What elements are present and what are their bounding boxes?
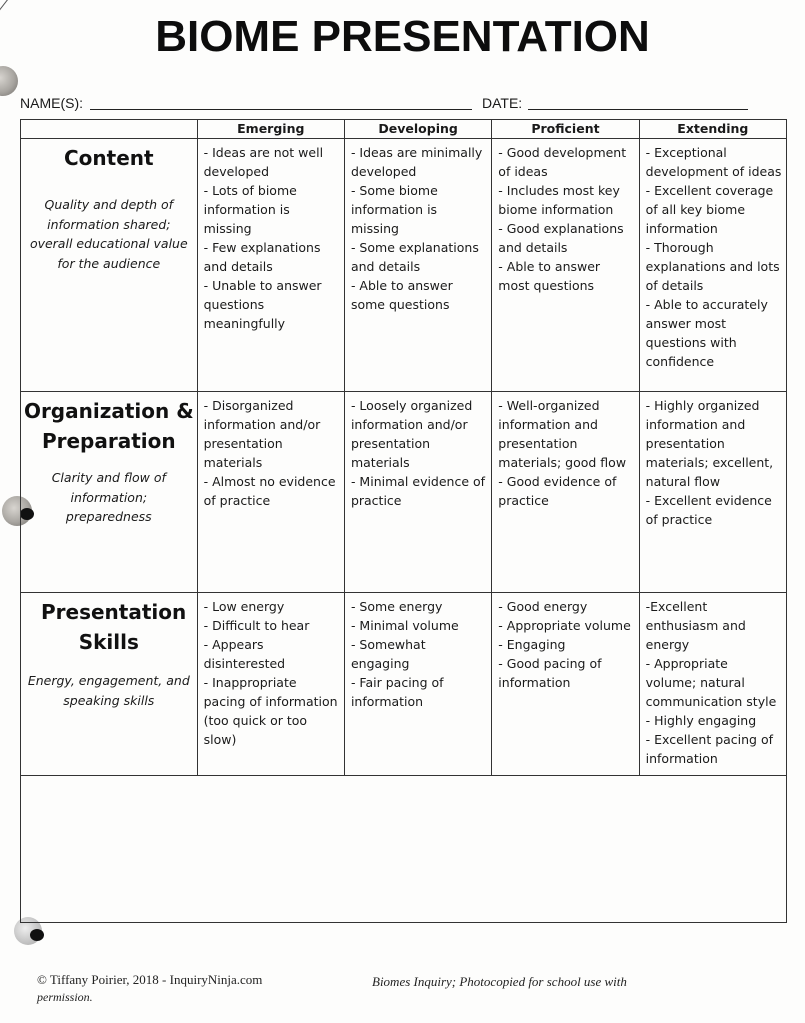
criterion-row-organization <box>21 392 787 593</box>
descriptor-cell-extending[interactable]: - Highly organized information and presentation materials; excellent, natural flow - Excellent evidence of practice <box>639 392 786 593</box>
criterion-cell <box>21 392 198 593</box>
descriptor-cell-developing[interactable]: - Ideas are minimally developed - Some biome information is missing - Some explanations and details - Able to answer some questions <box>344 139 491 392</box>
name-field[interactable] <box>90 109 472 110</box>
rubric-header-row <box>21 120 787 139</box>
descriptor-cell-emerging[interactable]: - Ideas are not well developed - Lots of biome information is missing - Few explanations and details - Unable to answer questions meaningfully <box>197 139 344 392</box>
name-label: NAME(S): <box>20 95 83 111</box>
criterion-row-content <box>21 139 787 392</box>
criterion-description: Energy, engagement, and speaking skills <box>27 673 190 708</box>
descriptor-cell-extending[interactable]: - Exceptional development of ideas - Excellent coverage of all key biome information - Thorough explanations and lots of details - Able to accurately answer most questions with confidence <box>639 139 786 392</box>
header-blank <box>21 120 198 139</box>
usage-note-continued: permission. <box>37 990 93 1004</box>
descriptor-cell-proficient[interactable]: - Good energy - Appropriate volume - Engaging - Good pacing of information <box>492 593 639 776</box>
rubric-table <box>20 119 787 923</box>
descriptor-cell-extending[interactable]: -Excellent enthusiasm and energy - Appropriate volume; natural communication style - Highly engaging - Excellent pacing of information <box>639 593 786 776</box>
usage-note: Biomes Inquiry; Photocopied for school use with <box>372 974 627 989</box>
copyright-text: © Tiffany Poirier, 2018 - InquiryNinja.com <box>37 972 263 987</box>
criterion-description: Clarity and flow of information; preparedness <box>51 470 166 524</box>
criterion-name: Organization & Preparation <box>23 399 194 453</box>
descriptor-cell-proficient[interactable]: - Well-organized information and presentation materials; good flow - Good evidence of practice <box>492 392 639 593</box>
punch-hole <box>0 66 18 96</box>
descriptor-cell-proficient[interactable]: - Good development of ideas - Includes most key biome information - Good explanations and details - Able to answer most questions <box>492 139 639 392</box>
level-header-extending: Extending <box>639 120 786 139</box>
descriptor-cell-emerging[interactable]: - Low energy - Difficult to hear - Appears disinterested - Inappropriate pacing of information (too quick or too slow) <box>197 593 344 776</box>
comments-row <box>21 776 787 923</box>
level-header-emerging: Emerging <box>197 120 344 139</box>
date-field[interactable] <box>528 109 748 110</box>
criterion-row-presentation-skills <box>21 593 787 776</box>
name-date-row <box>20 91 755 113</box>
descriptor-cell-emerging[interactable]: - Disorganized information and/or presentation materials - Almost no evidence of practice <box>197 392 344 593</box>
criterion-description: Quality and depth of information shared; overall educational value for the audience <box>29 197 188 271</box>
criterion-name: Presentation Skills <box>41 600 187 654</box>
descriptor-cell-developing[interactable]: - Loosely organized information and/or presentation materials - Minimal evidence of practice <box>344 392 491 593</box>
criterion-cell <box>21 139 198 392</box>
criterion-name: Content <box>64 146 154 170</box>
date-label: DATE: <box>482 95 523 111</box>
comments-area[interactable] <box>21 776 787 923</box>
criterion-cell <box>21 593 198 776</box>
descriptor-cell-developing[interactable]: - Some energy - Minimal volume - Somewhat engaging - Fair pacing of information <box>344 593 491 776</box>
level-header-proficient: Proficient <box>492 120 639 139</box>
page-title: BIOME PRESENTATION <box>155 12 650 61</box>
level-header-developing: Developing <box>344 120 491 139</box>
